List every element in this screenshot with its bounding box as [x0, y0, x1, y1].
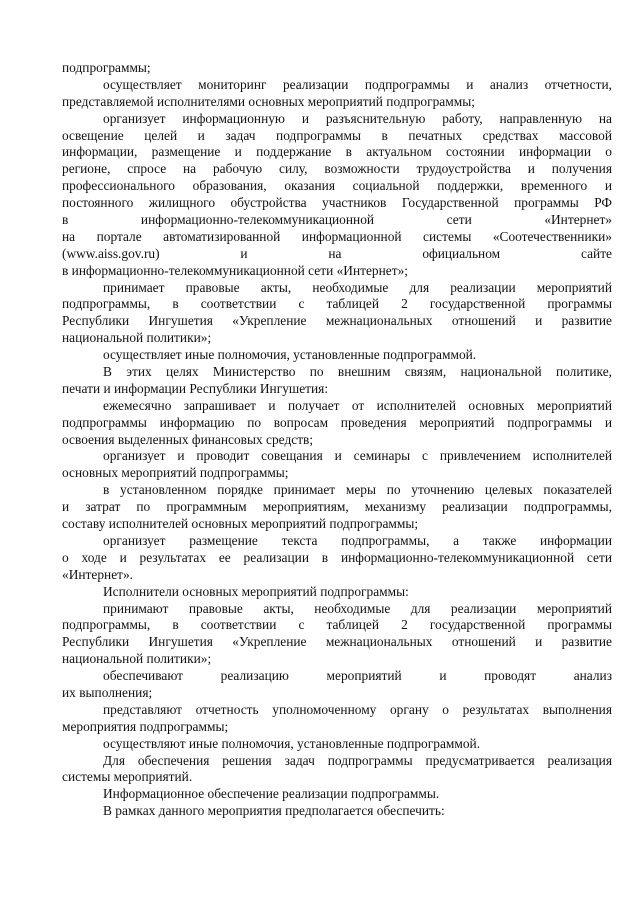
text-line: обеспечивают реализацию мероприятий и проводят анализ [103, 668, 612, 684]
text-line: представляют отчетность уполномоченному органу о результатах выполнения [103, 701, 612, 717]
text-line: о ходе и результатах ее реализации в информационно-телекоммуникационной сети [62, 549, 612, 565]
text-line: организует размещение текста подпрограммы, а также информации [103, 532, 612, 548]
text-line: составу исполнителей основных мероприятий подпрограммы; [62, 516, 419, 532]
text-line: организует и проводит совещания и семинары с привлечением исполнителей [103, 448, 612, 464]
text-line: их выполнения; [62, 684, 153, 700]
text-line: информации, размещение и поддержание в актуальном состоянии информации о [62, 144, 612, 160]
text-line: «Интернет». [62, 566, 134, 582]
document-body [62, 60, 612, 820]
text-line: освоения выделенных финансовых средств; [62, 431, 314, 447]
text-line: подпрограммы, в соответствии с таблицей 2 государственной программы [62, 296, 612, 312]
text-line: В этих целях Министерство по внешним связям, национальной политике, [103, 364, 612, 380]
text-line: в информационно-телекоммуникационной сети «Интернет» [62, 212, 612, 228]
text-line: ежемесячно запрашивает и получает от исполнителей основных мероприятий [103, 397, 612, 413]
text-line: национальной политики»; [62, 330, 212, 346]
text-line: в установленном порядке принимает меры по уточнению целевых показателей [103, 482, 612, 498]
text-line: и затрат по программным мероприятиям, механизму реализации подпрограммы, [62, 499, 612, 515]
text-line: Для обеспечения решения задач подпрограммы предусматривается реализация [103, 752, 612, 768]
text-line: регионе, спросе на рабочую силу, возможности трудоустройства и получения [62, 161, 612, 177]
text-line: (www.aiss.gov.ru) и на официальном сайте [62, 245, 612, 261]
text-line: В рамках данного мероприятия предполагается обеспечить: [103, 803, 445, 819]
text-line: организует информационную и разъяснительную работу, направленную на [103, 110, 612, 126]
text-line: национальной политики»; [62, 651, 212, 667]
text-line: подпрограммы; [62, 60, 151, 75]
text-line: осуществляет иные полномочия, установленные подпрограммой. [103, 347, 477, 363]
text-line: системы мероприятий. [62, 769, 193, 785]
text-line: основных мероприятий подпрограммы; [62, 465, 289, 481]
text-line: Исполнители основных мероприятий подпрограммы: [103, 583, 409, 599]
text-line: в информационно-телекоммуникационной сети «Интернет»; [62, 262, 408, 278]
text-line: подпрограммы информацию по вопросам проведения мероприятий подпрограммы и [62, 414, 612, 430]
text-line: мероприятия подпрограммы; [62, 718, 229, 734]
text-line: освещение целей и задач подпрограммы в печатных средствах массовой [62, 127, 612, 143]
text-line: профессионального образования, оказания социальной поддержки, временного и [62, 178, 612, 194]
text-line: представляемой исполнителями основных мероприятий подпрограммы; [62, 93, 475, 109]
text-line: подпрограммы, в соответствии с таблицей 2 государственной программы [62, 617, 612, 633]
text-line: постоянного жилищного обустройства участников Государственной программы РФ [62, 195, 612, 211]
text-line: принимают правовые акты, необходимые для реализации мероприятий [103, 600, 612, 616]
text-line: Информационное обеспечение реализации подпрограммы. [103, 786, 440, 802]
text-line: на портале автоматизированной информационной системы «Соотечественники» [62, 228, 612, 244]
text-line: осуществляет мониторинг реализации подпрограммы и анализ отчетности, [103, 76, 612, 92]
text-line: Республики Ингушетия «Укрепление межнациональных отношений и развитие [62, 634, 612, 650]
text-line: печати и информации Республики Ингушетия: [62, 380, 329, 396]
text-line: Республики Ингушетия «Укрепление межнациональных отношений и развитие [62, 313, 612, 329]
text-line: принимает правовые акты, необходимые для реализации мероприятий [103, 279, 612, 295]
text-line: осуществляют иные полномочия, установленные подпрограммой. [103, 735, 481, 751]
